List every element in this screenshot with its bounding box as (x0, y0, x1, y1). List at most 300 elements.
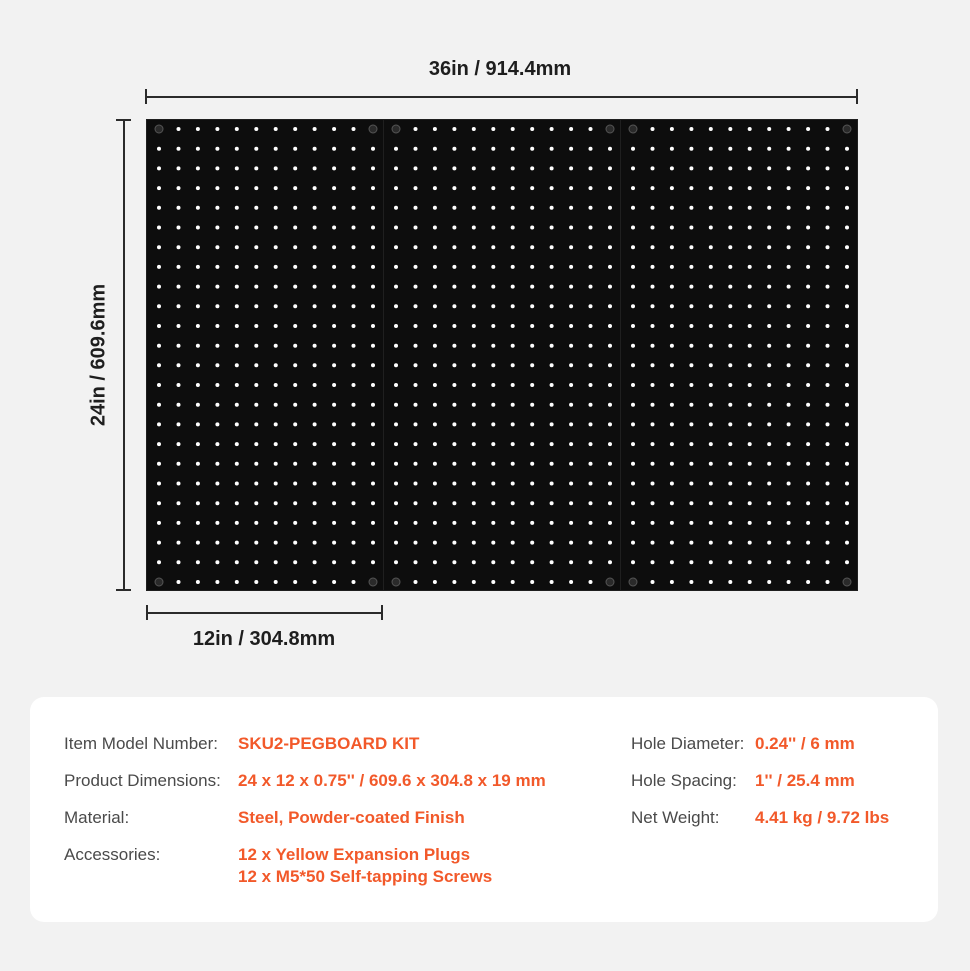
peg-hole (293, 304, 297, 308)
peg-hole (274, 462, 278, 466)
peg-hole (511, 501, 515, 505)
peg-hole (414, 462, 418, 466)
peg-hole (589, 304, 593, 308)
peg-hole (254, 383, 258, 387)
peg-hole (274, 226, 278, 230)
mounting-screw (606, 125, 614, 133)
peg-hole (332, 304, 336, 308)
peg-hole (332, 580, 336, 584)
peg-hole (452, 344, 456, 348)
peg-hole (787, 324, 791, 328)
peg-hole (530, 206, 534, 210)
peg-hole (787, 501, 791, 505)
peg-hole (589, 166, 593, 170)
peg-hole (748, 363, 752, 367)
peg-hole (787, 560, 791, 564)
peg-hole (215, 363, 219, 367)
mounting-screw (843, 578, 851, 586)
peg-hole (254, 521, 258, 525)
peg-hole (845, 501, 849, 505)
peg-hole (806, 285, 810, 289)
peg-hole (313, 442, 317, 446)
peg-hole (550, 147, 554, 151)
peg-hole (157, 501, 161, 505)
spec-key-product-dimensions: Product Dimensions: (64, 771, 221, 790)
peg-hole (332, 166, 336, 170)
peg-hole (235, 206, 239, 210)
peg-hole (787, 482, 791, 486)
peg-hole (569, 226, 573, 230)
height-dimension-line (123, 120, 125, 590)
spec-key-hole-spacing: Hole Spacing: (631, 771, 737, 790)
peg-hole (371, 206, 375, 210)
peg-hole (371, 383, 375, 387)
peg-hole (845, 186, 849, 190)
peg-hole (511, 541, 515, 545)
peg-hole (511, 304, 515, 308)
peg-hole (631, 186, 635, 190)
peg-hole (631, 245, 635, 249)
peg-hole (433, 383, 437, 387)
peg-hole (728, 265, 732, 269)
peg-hole (157, 245, 161, 249)
peg-hole (313, 324, 317, 328)
peg-hole (235, 521, 239, 525)
mounting-screw (392, 125, 400, 133)
peg-hole (235, 462, 239, 466)
peg-hole (313, 363, 317, 367)
peg-hole (274, 580, 278, 584)
peg-hole (215, 226, 219, 230)
peg-hole (433, 521, 437, 525)
peg-hole (452, 422, 456, 426)
peg-hole (394, 462, 398, 466)
mounting-screw (392, 578, 400, 586)
peg-hole (215, 521, 219, 525)
peg-hole (670, 363, 674, 367)
peg-hole (352, 206, 356, 210)
peg-hole (589, 482, 593, 486)
peg-hole (254, 206, 258, 210)
peg-hole (589, 127, 593, 131)
peg-hole (235, 403, 239, 407)
peg-hole (215, 304, 219, 308)
peg-hole (651, 285, 655, 289)
peg-hole (670, 521, 674, 525)
peg-hole (550, 580, 554, 584)
peg-hole (235, 166, 239, 170)
peg-hole (332, 422, 336, 426)
peg-hole (530, 462, 534, 466)
peg-hole (589, 226, 593, 230)
peg-hole (728, 245, 732, 249)
peg-hole (787, 285, 791, 289)
spec-value-material: Steel, Powder-coated Finish (238, 808, 465, 827)
peg-hole (254, 482, 258, 486)
peg-hole (472, 422, 476, 426)
peg-hole (157, 304, 161, 308)
peg-hole (433, 403, 437, 407)
peg-hole (433, 324, 437, 328)
peg-hole (748, 206, 752, 210)
peg-hole (352, 265, 356, 269)
peg-hole (569, 462, 573, 466)
peg-hole (313, 560, 317, 564)
peg-hole (394, 482, 398, 486)
spec-value-accessories-line-1: 12 x Yellow Expansion Plugs (238, 845, 471, 864)
peg-hole (608, 206, 612, 210)
peg-hole (511, 383, 515, 387)
peg-hole (371, 245, 375, 249)
peg-hole (767, 127, 771, 131)
peg-hole (530, 580, 534, 584)
peg-hole (177, 442, 181, 446)
peg-hole (728, 324, 732, 328)
peg-hole (748, 442, 752, 446)
peg-hole (394, 442, 398, 446)
peg-hole (274, 304, 278, 308)
peg-hole (313, 403, 317, 407)
peg-hole (569, 265, 573, 269)
peg-hole (196, 206, 200, 210)
peg-hole (472, 226, 476, 230)
peg-hole (767, 226, 771, 230)
peg-hole (767, 363, 771, 367)
peg-hole (826, 265, 830, 269)
peg-hole (689, 521, 693, 525)
peg-hole (709, 482, 713, 486)
peg-hole (274, 166, 278, 170)
peg-hole (608, 304, 612, 308)
peg-hole (826, 363, 830, 367)
peg-hole (550, 166, 554, 170)
peg-hole (452, 462, 456, 466)
peg-hole (177, 580, 181, 584)
peg-hole (472, 206, 476, 210)
peg-hole (608, 324, 612, 328)
peg-hole (433, 344, 437, 348)
peg-hole (215, 265, 219, 269)
peg-hole (414, 422, 418, 426)
peg-hole (215, 482, 219, 486)
peg-hole (709, 403, 713, 407)
peg-hole (332, 324, 336, 328)
peg-hole (332, 127, 336, 131)
peg-hole (608, 226, 612, 230)
peg-hole (651, 403, 655, 407)
peg-hole (332, 560, 336, 564)
peg-hole (215, 166, 219, 170)
peg-hole (491, 147, 495, 151)
peg-hole (491, 186, 495, 190)
peg-hole (215, 206, 219, 210)
peg-hole (767, 482, 771, 486)
peg-hole (215, 462, 219, 466)
peg-hole (530, 245, 534, 249)
peg-hole (767, 403, 771, 407)
peg-hole (806, 541, 810, 545)
peg-hole (631, 166, 635, 170)
peg-hole (631, 265, 635, 269)
peg-hole (235, 324, 239, 328)
peg-hole (215, 147, 219, 151)
peg-hole (670, 166, 674, 170)
peg-hole (352, 403, 356, 407)
peg-hole (196, 383, 200, 387)
peg-hole (550, 265, 554, 269)
peg-hole (845, 442, 849, 446)
peg-hole (371, 403, 375, 407)
peg-hole (196, 403, 200, 407)
peg-hole (414, 206, 418, 210)
peg-hole (589, 245, 593, 249)
peg-hole (352, 462, 356, 466)
peg-hole (806, 265, 810, 269)
peg-hole (157, 226, 161, 230)
peg-hole (433, 166, 437, 170)
pegboard-panel-2 (383, 119, 621, 591)
peg-hole (511, 580, 515, 584)
peg-hole (806, 422, 810, 426)
peg-hole (394, 285, 398, 289)
peg-hole (787, 166, 791, 170)
spec-value-model-number: SKU2-PEGBOARD KIT (238, 734, 420, 753)
panel-width-dimension-line (146, 612, 382, 614)
peg-hole (452, 403, 456, 407)
peg-hole (491, 265, 495, 269)
peg-hole (767, 166, 771, 170)
peg-hole (709, 186, 713, 190)
peg-hole (196, 166, 200, 170)
peg-hole (631, 226, 635, 230)
peg-hole (433, 245, 437, 249)
peg-hole (452, 166, 456, 170)
peg-hole (670, 580, 674, 584)
peg-hole (530, 166, 534, 170)
peg-hole (806, 363, 810, 367)
peg-hole (689, 403, 693, 407)
peg-hole (845, 304, 849, 308)
peg-hole (631, 403, 635, 407)
peg-hole (313, 265, 317, 269)
peg-hole (274, 482, 278, 486)
peg-hole (651, 580, 655, 584)
peg-hole (511, 206, 515, 210)
peg-hole (550, 206, 554, 210)
peg-hole (414, 541, 418, 545)
peg-hole (196, 521, 200, 525)
peg-hole (491, 560, 495, 564)
peg-hole (651, 147, 655, 151)
peg-hole (157, 442, 161, 446)
peg-hole (651, 226, 655, 230)
peg-hole (631, 147, 635, 151)
peg-hole (196, 560, 200, 564)
peg-hole (589, 501, 593, 505)
peg-hole (787, 383, 791, 387)
spec-key-model-number: Item Model Number: (64, 734, 218, 753)
peg-hole (414, 324, 418, 328)
peg-hole (433, 226, 437, 230)
peg-hole (254, 245, 258, 249)
peg-hole (550, 226, 554, 230)
peg-hole (767, 304, 771, 308)
peg-hole (332, 285, 336, 289)
peg-hole (472, 324, 476, 328)
peg-hole (748, 383, 752, 387)
peg-hole (631, 541, 635, 545)
peg-hole (472, 442, 476, 446)
peg-hole (235, 344, 239, 348)
peg-hole (157, 344, 161, 348)
peg-hole (472, 560, 476, 564)
peg-hole (670, 304, 674, 308)
peg-hole (767, 462, 771, 466)
peg-hole (491, 403, 495, 407)
peg-hole (274, 245, 278, 249)
peg-hole (608, 501, 612, 505)
peg-hole (254, 442, 258, 446)
peg-hole (511, 344, 515, 348)
peg-hole (767, 560, 771, 564)
peg-hole (550, 501, 554, 505)
peg-hole (433, 147, 437, 151)
peg-hole (157, 462, 161, 466)
peg-hole (313, 344, 317, 348)
peg-hole (709, 344, 713, 348)
peg-hole (414, 127, 418, 131)
peg-hole (787, 442, 791, 446)
peg-hole (491, 344, 495, 348)
peg-hole (332, 344, 336, 348)
peg-hole (491, 304, 495, 308)
peg-hole (845, 285, 849, 289)
peg-hole (414, 403, 418, 407)
peg-hole (235, 147, 239, 151)
peg-hole (530, 482, 534, 486)
peg-hole (452, 501, 456, 505)
specifications-card (30, 697, 938, 922)
peg-hole (433, 422, 437, 426)
peg-hole (472, 580, 476, 584)
peg-hole (157, 206, 161, 210)
peg-hole (709, 304, 713, 308)
peg-hole (235, 186, 239, 190)
peg-hole (433, 127, 437, 131)
peg-hole (254, 147, 258, 151)
peg-hole (235, 422, 239, 426)
peg-hole (215, 186, 219, 190)
peg-hole (767, 422, 771, 426)
peg-hole (414, 501, 418, 505)
peg-hole (332, 363, 336, 367)
peg-hole (414, 521, 418, 525)
peg-hole (530, 383, 534, 387)
peg-hole (215, 501, 219, 505)
peg-hole (728, 226, 732, 230)
peg-hole (254, 127, 258, 131)
peg-hole (569, 304, 573, 308)
peg-hole (254, 501, 258, 505)
peg-hole (394, 186, 398, 190)
peg-hole (157, 265, 161, 269)
peg-hole (352, 304, 356, 308)
peg-hole (631, 501, 635, 505)
peg-hole (651, 166, 655, 170)
peg-hole (787, 147, 791, 151)
peg-hole (670, 245, 674, 249)
peg-hole (313, 422, 317, 426)
peg-hole (332, 226, 336, 230)
peg-hole (352, 186, 356, 190)
peg-hole (689, 166, 693, 170)
peg-hole (414, 482, 418, 486)
peg-hole (433, 442, 437, 446)
peg-hole (293, 166, 297, 170)
peg-hole (806, 521, 810, 525)
peg-hole (157, 403, 161, 407)
peg-hole (689, 383, 693, 387)
peg-hole (787, 521, 791, 525)
peg-hole (589, 422, 593, 426)
peg-hole (728, 442, 732, 446)
peg-hole (806, 482, 810, 486)
peg-hole (394, 501, 398, 505)
peg-hole (826, 166, 830, 170)
peg-hole (709, 206, 713, 210)
peg-hole (491, 324, 495, 328)
peg-hole (472, 521, 476, 525)
peg-hole (414, 560, 418, 564)
peg-hole (845, 166, 849, 170)
peg-hole (157, 521, 161, 525)
peg-hole (511, 186, 515, 190)
peg-hole (826, 521, 830, 525)
peg-hole (787, 127, 791, 131)
peg-hole (274, 324, 278, 328)
peg-hole (787, 245, 791, 249)
peg-hole (826, 344, 830, 348)
peg-hole (491, 462, 495, 466)
peg-hole (589, 206, 593, 210)
peg-hole (511, 363, 515, 367)
peg-hole (394, 541, 398, 545)
peg-hole (352, 560, 356, 564)
peg-hole (371, 285, 375, 289)
peg-hole (806, 324, 810, 328)
peg-hole (196, 442, 200, 446)
peg-hole (550, 186, 554, 190)
peg-hole (670, 186, 674, 190)
peg-hole (767, 206, 771, 210)
peg-hole (689, 285, 693, 289)
peg-hole (274, 442, 278, 446)
peg-hole (608, 245, 612, 249)
peg-hole (472, 127, 476, 131)
peg-hole (651, 245, 655, 249)
peg-hole (651, 265, 655, 269)
peg-hole (748, 560, 752, 564)
peg-hole (748, 304, 752, 308)
peg-hole (748, 501, 752, 505)
peg-hole (313, 226, 317, 230)
peg-hole (608, 344, 612, 348)
peg-hole (511, 560, 515, 564)
peg-hole (806, 442, 810, 446)
peg-hole (689, 304, 693, 308)
peg-hole (826, 403, 830, 407)
peg-hole (196, 127, 200, 131)
